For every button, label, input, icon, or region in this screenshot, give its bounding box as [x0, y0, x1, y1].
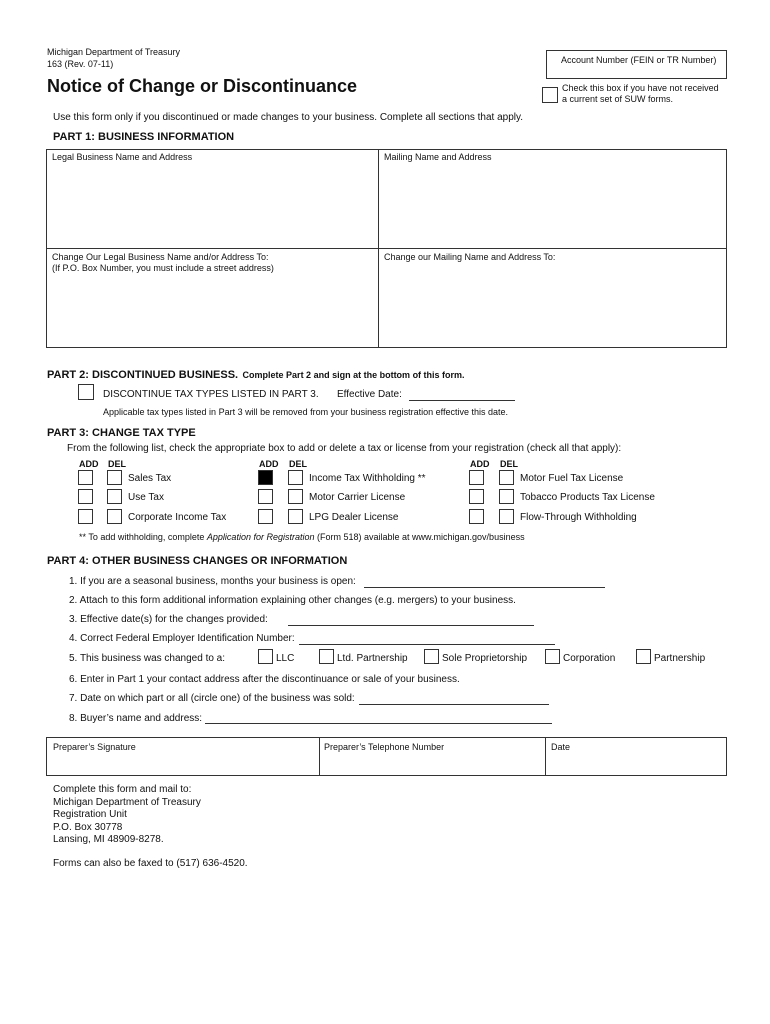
mailing-line4: P.O. Box 30778 — [53, 821, 123, 833]
preparer-signature-label: Preparer’s Signature — [53, 742, 136, 752]
q3-effective-dates-input[interactable] — [288, 625, 534, 626]
effective-date-input[interactable] — [409, 400, 515, 401]
partnership-checkbox[interactable] — [636, 649, 651, 664]
discontinue-checkbox[interactable] — [78, 384, 94, 400]
intro-text: Use this form only if you discontinued or made changes to your business. Complete all sections that apply. — [53, 112, 524, 123]
motor-fuel-label: Motor Fuel Tax License — [520, 473, 624, 484]
motor-carrier-del-checkbox[interactable] — [288, 489, 303, 504]
sales-tax-add-checkbox[interactable] — [78, 470, 93, 485]
use-tax-label: Use Tax — [128, 492, 164, 503]
fax-note: Forms can also be faxed to (517) 636-4520. — [53, 858, 248, 869]
corporate-income-add-checkbox[interactable] — [78, 509, 93, 524]
q8-buyer-input[interactable] — [205, 723, 552, 724]
account-number-field[interactable] — [546, 50, 727, 79]
date-field[interactable] — [546, 738, 726, 775]
ltd-partnership-checkbox[interactable] — [319, 649, 334, 664]
mailing-line2: Michigan Department of Treasury — [53, 796, 201, 808]
corporation-checkbox[interactable] — [545, 649, 560, 664]
flow-through-label: Flow-Through Withholding — [520, 512, 637, 523]
q6-label: 6. Enter in Part 1 your contact address after the discontinuance or sale of your business. — [69, 674, 460, 685]
llc-checkbox[interactable] — [258, 649, 273, 664]
tobacco-del-checkbox[interactable] — [499, 489, 514, 504]
q1-months-input[interactable] — [364, 587, 605, 588]
part2-heading: PART 2: DISCONTINUED BUSINESS. — [47, 369, 239, 381]
change-legal-label-line1: Change Our Legal Business Name and/or Address To: — [52, 252, 269, 262]
change-legal-label-line2: (If P.O. Box Number, you must include a street address) — [52, 263, 274, 273]
footnote-italic: Application for Registration — [206, 532, 315, 542]
motor-fuel-del-checkbox[interactable] — [499, 470, 514, 485]
motor-carrier-label: Motor Carrier License — [309, 492, 406, 503]
q7-label: 7. Date on which part or all (circle one) of the business was sold: — [69, 693, 355, 704]
flow-through-del-checkbox[interactable] — [499, 509, 514, 524]
mailing-line5: Lansing, MI 48909-8278. — [53, 834, 164, 845]
col1-del-header: DEL — [108, 459, 126, 469]
lpg-dealer-add-checkbox[interactable] — [258, 509, 273, 524]
sole-proprietorship-label: Sole Proprietorship — [442, 653, 528, 664]
q4-label: 4. Correct Federal Employer Identification Number: — [69, 633, 295, 644]
account-number-label: Account Number (FEIN or TR Number) — [561, 55, 717, 65]
flow-through-add-checkbox[interactable] — [469, 509, 484, 524]
col1-add-header: ADD — [79, 459, 99, 469]
change-mailing-name-field[interactable] — [379, 249, 726, 347]
mailing-name-field[interactable] — [379, 150, 726, 248]
ltd-partnership-label: Ltd. Partnership — [337, 653, 408, 664]
q8-label: 8. Buyer’s name and address: — [69, 713, 203, 724]
date-label: Date — [551, 742, 571, 752]
tobacco-add-checkbox[interactable] — [469, 489, 484, 504]
part3-heading: PART 3: CHANGE TAX TYPE — [47, 427, 196, 439]
department-name: Michigan Department of Treasury — [47, 47, 181, 57]
part4-heading: PART 4: OTHER BUSINESS CHANGES OR INFORMATION — [47, 555, 348, 567]
mailing-line3: Registration Unit — [53, 809, 127, 820]
withholding-add-checkbox[interactable] — [258, 470, 273, 485]
q5-label: 5. This business was changed to a: — [69, 653, 226, 664]
partnership-label: Partnership — [654, 653, 706, 664]
preparer-signature-field[interactable] — [47, 738, 319, 775]
change-legal-name-field[interactable] — [47, 249, 378, 347]
discontinue-label: DISCONTINUE TAX TYPES LISTED IN PART 3. — [103, 389, 319, 400]
signature-grid — [46, 737, 727, 776]
legal-name-label: Legal Business Name and Address — [52, 152, 193, 162]
part1-heading: PART 1: BUSINESS INFORMATION — [53, 131, 235, 143]
page-title: Notice of Change or Discontinuance — [47, 76, 358, 96]
suw-note-line2: a current set of SUW forms. — [562, 94, 674, 104]
preparer-phone-label: Preparer’s Telephone Number — [324, 742, 445, 752]
withholding-del-checkbox[interactable] — [288, 470, 303, 485]
corporate-income-del-checkbox[interactable] — [107, 509, 122, 524]
part3-instruction: From the following list, check the appropriate box to add or delete a tax or license from your registration (check all that apply): — [67, 443, 622, 454]
corporate-income-label: Corporate Income Tax — [128, 512, 227, 523]
part2-subheading: Complete Part 2 and sign at the bottom of this form. — [242, 370, 465, 380]
suw-note-line1: Check this box if you have not received — [562, 83, 719, 93]
lpg-dealer-label: LPG Dealer License — [309, 512, 399, 523]
q7-sale-date-input[interactable] — [359, 704, 549, 705]
use-tax-add-checkbox[interactable] — [78, 489, 93, 504]
q4-fein-input[interactable] — [299, 644, 555, 645]
mailing-name-label: Mailing Name and Address — [384, 152, 492, 162]
part2-note: Applicable tax types listed in Part 3 will be removed from your business registration effective this date. — [103, 407, 509, 417]
q1-label: 1. If you are a seasonal business, months your business is open: — [69, 576, 356, 587]
mailing-block — [53, 784, 201, 847]
sales-tax-label: Sales Tax — [128, 473, 172, 484]
q3-label: 3. Effective date(s) for the changes provided: — [69, 614, 268, 625]
col3-del-header: DEL — [500, 459, 518, 469]
business-info-grid — [46, 149, 727, 348]
footnote-suffix: (Form 518) available at www.michigan.gov/business — [314, 532, 525, 542]
lpg-dealer-del-checkbox[interactable] — [288, 509, 303, 524]
tobacco-label: Tobacco Products Tax License — [520, 492, 655, 503]
col3-add-header: ADD — [470, 459, 490, 469]
sole-proprietorship-checkbox[interactable] — [424, 649, 439, 664]
llc-label: LLC — [276, 653, 295, 664]
footnote-prefix: ** To add withholding, complete — [79, 532, 207, 542]
withholding-footnote — [79, 532, 525, 542]
part2-heading-row — [47, 365, 465, 383]
motor-fuel-add-checkbox[interactable] — [469, 470, 484, 485]
motor-carrier-add-checkbox[interactable] — [258, 489, 273, 504]
withholding-label: Income Tax Withholding ** — [309, 473, 426, 484]
corporation-label: Corporation — [563, 653, 616, 664]
col2-del-header: DEL — [289, 459, 307, 469]
q2-label: 2. Attach to this form additional information explaining other changes (e.g. mergers) to your business. — [69, 595, 516, 606]
use-tax-del-checkbox[interactable] — [107, 489, 122, 504]
change-mailing-label: Change our Mailing Name and Address To: — [384, 252, 556, 262]
effective-date-label: Effective Date: — [337, 389, 402, 400]
mailing-line1: Complete this form and mail to: — [53, 784, 192, 795]
form-revision: 163 (Rev. 07-11) — [47, 59, 114, 69]
col2-add-header: ADD — [259, 459, 279, 469]
suw-forms-checkbox[interactable] — [542, 87, 558, 103]
preparer-phone-field[interactable] — [320, 738, 545, 775]
legal-name-field[interactable] — [47, 150, 378, 248]
sales-tax-del-checkbox[interactable] — [107, 470, 122, 485]
